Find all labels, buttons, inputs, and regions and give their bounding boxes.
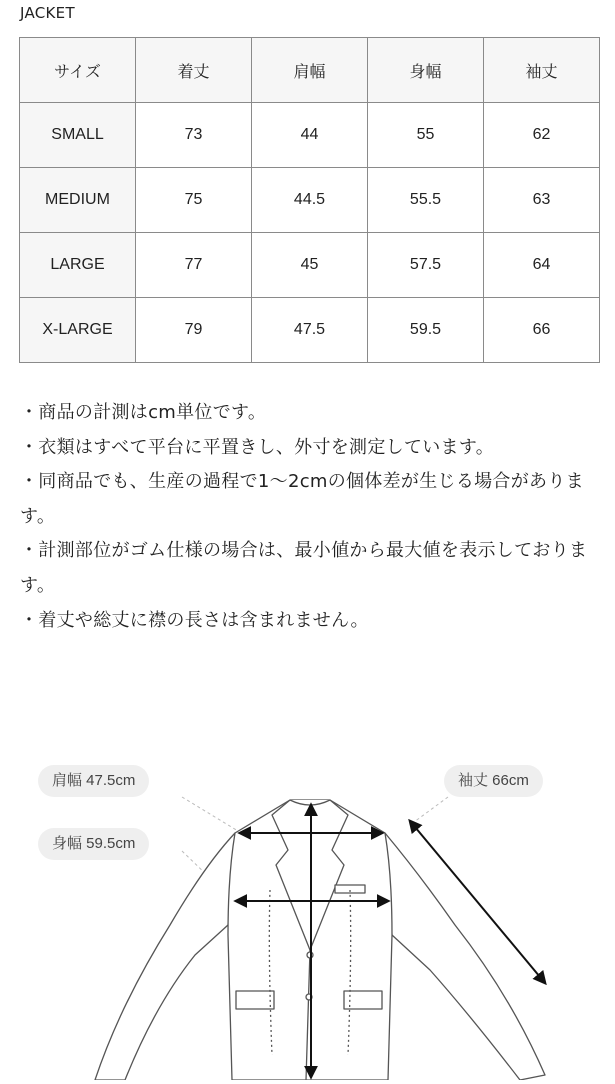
- table-cell: LARGE: [20, 233, 136, 298]
- table-cell: 62: [484, 103, 600, 168]
- chest-label: 身幅 59.5cm: [38, 828, 149, 860]
- note-line: ・衣類はすべて平台に平置きし、外寸を測定しています。: [20, 436, 494, 458]
- sleeve-leader-line: [410, 797, 448, 825]
- table-cell: SMALL: [20, 103, 136, 168]
- jacket-illustration: [0, 755, 615, 1080]
- measurement-notes: [20, 396, 610, 638]
- jacket-diagram: [0, 755, 615, 1080]
- header-sleeve: 袖丈: [484, 38, 600, 103]
- table-cell: X-LARGE: [20, 298, 136, 363]
- table-cell: 75: [136, 168, 252, 233]
- product-title: JACKET: [20, 4, 75, 22]
- header-length: 着丈: [136, 38, 252, 103]
- table-row: [20, 168, 600, 233]
- table-cell: 44.5: [252, 168, 368, 233]
- size-table: [19, 37, 600, 363]
- jacket-outline: [95, 800, 545, 1080]
- table-cell: 57.5: [368, 233, 484, 298]
- table-cell: 55: [368, 103, 484, 168]
- table-cell: 45: [252, 233, 368, 298]
- table-cell: 59.5: [368, 298, 484, 363]
- shoulder-label: 肩幅 47.5cm: [38, 765, 149, 797]
- table-cell: 77: [136, 233, 252, 298]
- table-cell: 66: [484, 298, 600, 363]
- table-row: [20, 103, 600, 168]
- header-shoulder: 肩幅: [252, 38, 368, 103]
- note-line: ・同商品でも、生産の過程で1〜2cmの個体差が生じる場合があります。: [20, 471, 584, 527]
- table-row: [20, 298, 600, 363]
- table-cell: 63: [484, 168, 600, 233]
- shoulder-leader-line: [182, 797, 238, 831]
- header-chest: 身幅: [368, 38, 484, 103]
- table-row: [20, 233, 600, 298]
- note-line: ・着丈や総丈に襟の長さは含まれません。: [20, 609, 369, 631]
- table-cell: 64: [484, 233, 600, 298]
- table-cell: 73: [136, 103, 252, 168]
- table-cell: 47.5: [252, 298, 368, 363]
- sleeve-label: 袖丈 66cm: [444, 765, 543, 797]
- table-cell: 79: [136, 298, 252, 363]
- note-line: ・計測部位がゴム仕様の場合は、最小値から最大値を表示しております。: [20, 540, 588, 596]
- header-size: サイズ: [20, 38, 136, 103]
- table-cell: 55.5: [368, 168, 484, 233]
- table-cell: MEDIUM: [20, 168, 136, 233]
- note-line: ・商品の計測はcm単位です。: [20, 402, 267, 423]
- table-cell: 44: [252, 103, 368, 168]
- table-header-row: [20, 38, 600, 103]
